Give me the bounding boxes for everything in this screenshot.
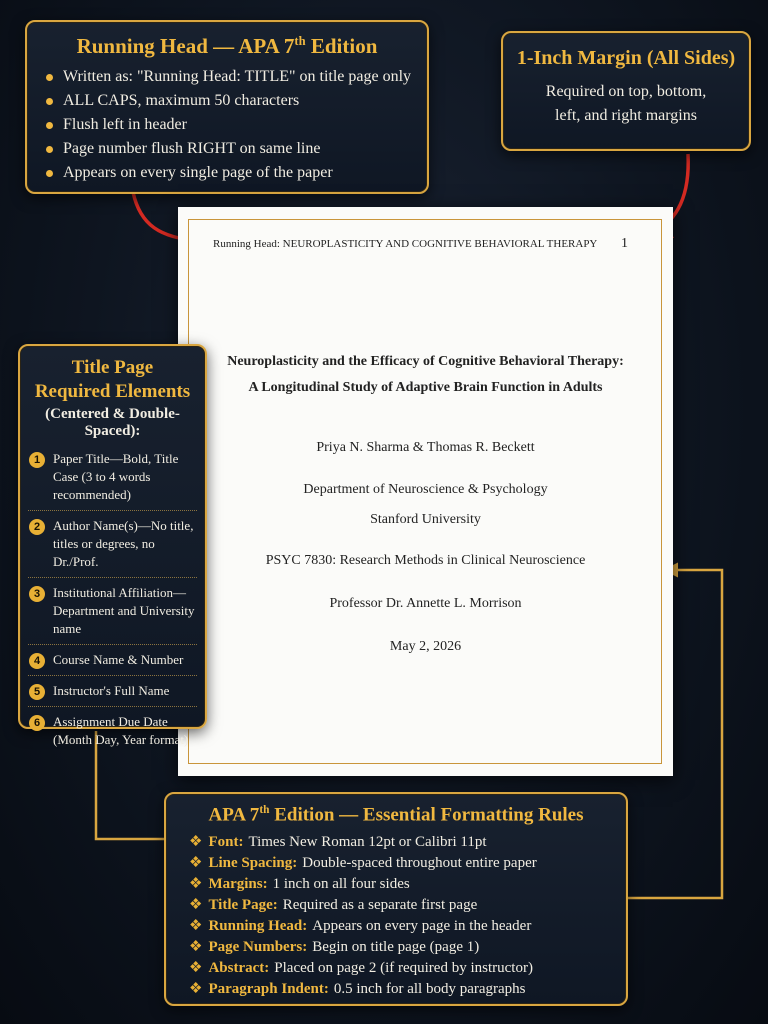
paper-page-number: 1 xyxy=(621,236,628,251)
diamond-bullet-icon: ❖ xyxy=(189,981,203,998)
rule-label: Abstract: xyxy=(208,960,270,977)
paper-university: Stanford University xyxy=(370,512,481,527)
title-page-box-title: Required Elements xyxy=(34,381,191,402)
paper-title-line: A Longitudinal Study of Adaptive Brain Function in Adults xyxy=(248,380,603,395)
formatting-rules-title: APA 7th Edition — Essential Formatting Rules xyxy=(208,804,584,826)
running-head-rule: Written as: "Running Head: TITLE" on title page only xyxy=(43,65,411,89)
number-badge: 3 xyxy=(29,586,45,602)
rule-label: Margins: xyxy=(208,876,268,893)
margin-box xyxy=(501,31,751,151)
formatting-rules-box xyxy=(164,792,628,1006)
running-head-rule: Page number flush RIGHT on same line xyxy=(43,137,411,161)
margin-box-line: left, and right margins xyxy=(555,107,697,124)
title-page-box-subtitle: (Centered & Double-Spaced): xyxy=(45,406,180,439)
paper-course: PSYC 7830: Research Methods in Clinical Neuroscience xyxy=(265,553,586,568)
paper-department: Department of Neuroscience & Psychology xyxy=(303,482,548,497)
list-item-text: Paper Title—Bold, Title Case (3 to 4 words recommended) xyxy=(53,451,179,502)
number-badge: 5 xyxy=(29,684,45,700)
diamond-bullet-icon: ❖ xyxy=(189,897,203,914)
number-badge: 1 xyxy=(29,452,45,468)
rule-text: Placed on page 2 (if required by instructor) xyxy=(274,960,533,977)
diamond-bullet-icon: ❖ xyxy=(189,960,203,977)
rule-text: 0.5 inch for all body paragraphs xyxy=(333,981,526,998)
rule-label: Line Spacing: xyxy=(208,855,298,872)
list-item xyxy=(28,676,197,707)
diamond-bullet-icon: ❖ xyxy=(189,876,203,893)
list-item xyxy=(28,578,197,645)
sample-title-page xyxy=(178,207,673,776)
list-item xyxy=(28,444,197,511)
list-item xyxy=(28,511,197,578)
rule-text: 1 inch on all four sides xyxy=(272,876,410,893)
margin-box-line: Required on top, bottom, xyxy=(545,83,707,100)
paper-date: May 2, 2026 xyxy=(389,639,462,654)
rule-item xyxy=(189,895,626,916)
title-page-box-title: Title Page xyxy=(71,357,154,378)
paper-title-line: Neuroplasticity and the Efficacy of Cognitive Behavioral Therapy: xyxy=(227,354,624,369)
diamond-bullet-icon: ❖ xyxy=(189,939,203,956)
rule-item xyxy=(189,832,626,853)
paper-authors: Priya N. Sharma & Thomas R. Beckett xyxy=(316,440,535,455)
running-head-rule: ALL CAPS, maximum 50 characters xyxy=(43,89,411,113)
rule-label: Title Page: xyxy=(208,897,278,914)
number-badge: 2 xyxy=(29,519,45,535)
running-head-rules-list xyxy=(43,65,411,185)
paper-title-block xyxy=(178,349,673,658)
running-head-box-title: Running Head — APA 7th Edition xyxy=(76,34,378,58)
running-head-box xyxy=(25,20,429,194)
rule-item xyxy=(189,958,626,979)
rule-text: Appears on every page in the header xyxy=(312,918,532,935)
rule-label: Page Numbers: xyxy=(208,939,308,956)
rule-item xyxy=(189,937,626,958)
running-head-rule: Flush left in header xyxy=(43,113,411,137)
list-item-text: Course Name & Number xyxy=(53,652,184,667)
paper-running-head: Running Head: NEUROPLASTICITY AND COGNITIVE BEHAVIORAL THERAPY xyxy=(213,238,598,250)
list-item-text: Instructor's Full Name xyxy=(53,683,170,698)
rule-item xyxy=(189,874,626,895)
rule-item xyxy=(189,979,626,1000)
diamond-bullet-icon: ❖ xyxy=(189,834,203,851)
list-item xyxy=(28,707,197,755)
title-page-elements-box xyxy=(18,344,207,747)
rule-label: Paragraph Indent: xyxy=(208,981,329,998)
rule-text: Times New Roman 12pt or Calibri 11pt xyxy=(248,834,487,851)
rule-text: Required as a separate first page xyxy=(282,897,478,914)
list-item-text: Assignment Due Date (Month Day, Year format) xyxy=(53,714,189,747)
rule-label: Running Head: xyxy=(208,918,308,935)
rule-text: Double-spaced throughout entire paper xyxy=(302,855,537,872)
rule-label: Font: xyxy=(208,834,244,851)
number-badge: 6 xyxy=(29,715,45,731)
margin-box-title: 1-Inch Margin (All Sides) xyxy=(516,47,736,69)
list-item xyxy=(28,645,197,676)
diamond-bullet-icon: ❖ xyxy=(189,918,203,935)
rule-item xyxy=(189,916,626,937)
running-head-rule: Appears on every single page of the paper xyxy=(43,161,411,185)
rule-text: Begin on title page (page 1) xyxy=(312,939,480,956)
rule-item xyxy=(189,853,626,874)
number-badge: 4 xyxy=(29,653,45,669)
list-item-text: Institutional Affiliation—Department and University name xyxy=(53,585,195,636)
paper-instructor: Professor Dr. Annette L. Morrison xyxy=(329,596,522,611)
diamond-bullet-icon: ❖ xyxy=(189,855,203,872)
list-item-text: Author Name(s)—No title, titles or degrees, no Dr./Prof. xyxy=(53,518,194,569)
